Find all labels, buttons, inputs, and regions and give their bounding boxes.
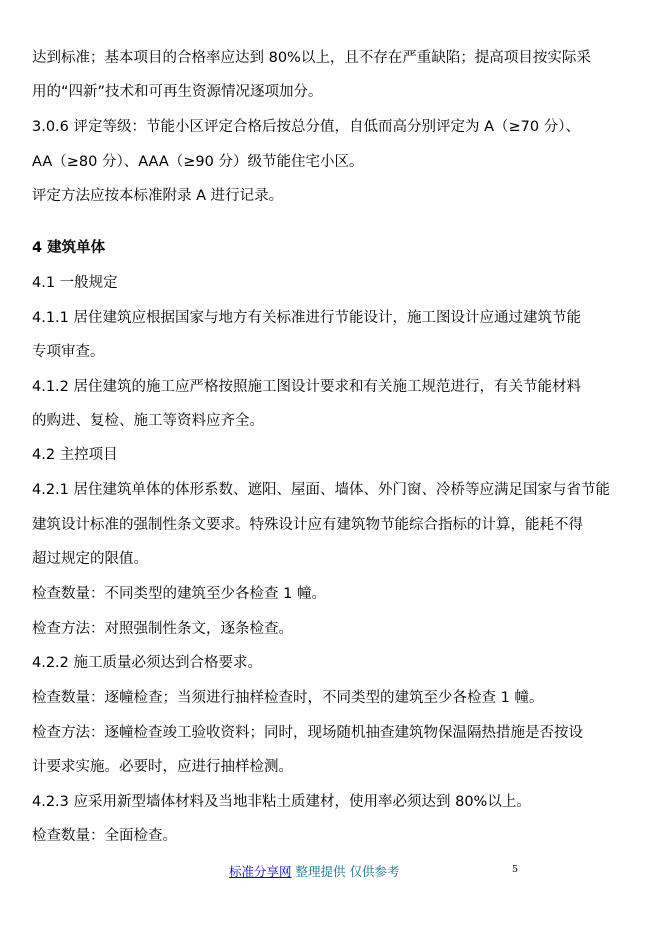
paragraph-line: 超过规定的限值。 [32, 551, 148, 567]
paragraph-line: 评定方法应按本标准附录 A 进行记录。 [32, 188, 284, 204]
clause-4-2-3: 4.2.3 应采用新型墙体材料及当地非粘土质建材，使用率必须达到 80%以上。 [32, 794, 531, 810]
clause-4-1-2: 4.1.2 居住建筑的施工应严格按照施工图设计要求和有关施工规范进行，有关节能材料 [32, 379, 582, 395]
page-number: 5 [512, 864, 519, 875]
paragraph-line: AA（≥80 分）、AAA（≥90 分）级节能住宅小区。 [32, 154, 364, 170]
inspection-method: 检查方法：逐幢检查竣工验收资料；同时，现场随机抽查建筑物保温隔热措施是否按设 [32, 725, 583, 741]
clause-4-2-1: 4.2.1 居住建筑单体的体形系数、遮阳、屋面、墙体、外门窗、冷桥等应满足国家与省节能 [32, 482, 610, 498]
paragraph-line: 专项审查。 [32, 344, 105, 360]
footer-link[interactable]: 标准分享网 [229, 864, 292, 879]
section-heading-4: 4 建筑单体 [32, 240, 106, 256]
clause-4-1-1: 4.1.1 居住建筑应根据国家与地方有关标准进行节能设计，施工图设计应通过建筑节能 [32, 310, 582, 326]
inspection-quantity: 检查数量：不同类型的建筑至少各检查 1 幢。 [32, 586, 326, 602]
page-footer [0, 862, 662, 882]
subsection-heading-4-1: 4.1 一般规定 [32, 275, 118, 291]
paragraph-line: 的购进、复检、施工等资料应齐全。 [32, 413, 264, 429]
inspection-quantity: 检查数量：逐幢检查；当须进行抽样检查时，不同类型的建筑至少各检查 1 幢。 [32, 690, 544, 706]
footer-note: 整理提供 仅供参考 [291, 864, 400, 879]
clause-4-2-2: 4.2.2 施工质量必须达到合格要求。 [32, 655, 263, 671]
footer-text [229, 862, 399, 880]
inspection-quantity: 检查数量：全面检查。 [32, 828, 177, 844]
clause-3-0-6: 3.0.6 评定等级：节能小区评定合格后按总分值，自低而高分别评定为 A（≥70 分）、 [32, 119, 580, 135]
paragraph-line: 用的“四新”技术和可再生资源情况逐项加分。 [32, 84, 323, 100]
paragraph-line: 达到标准；基本项目的合格率应达到 80%以上，且不存在严重缺陷；提高项目按实际采 [32, 50, 591, 66]
inspection-method: 检查方法：对照强制性条文，逐条检查。 [32, 621, 293, 637]
subsection-heading-4-2: 4.2 主控项目 [32, 447, 118, 463]
paragraph-line: 建筑设计标准的强制性条文要求。特殊设计应有建筑物节能综合指标的计算，能耗不得 [32, 517, 583, 533]
paragraph-line: 计要求实施。必要时，应进行抽样检测。 [32, 759, 293, 775]
